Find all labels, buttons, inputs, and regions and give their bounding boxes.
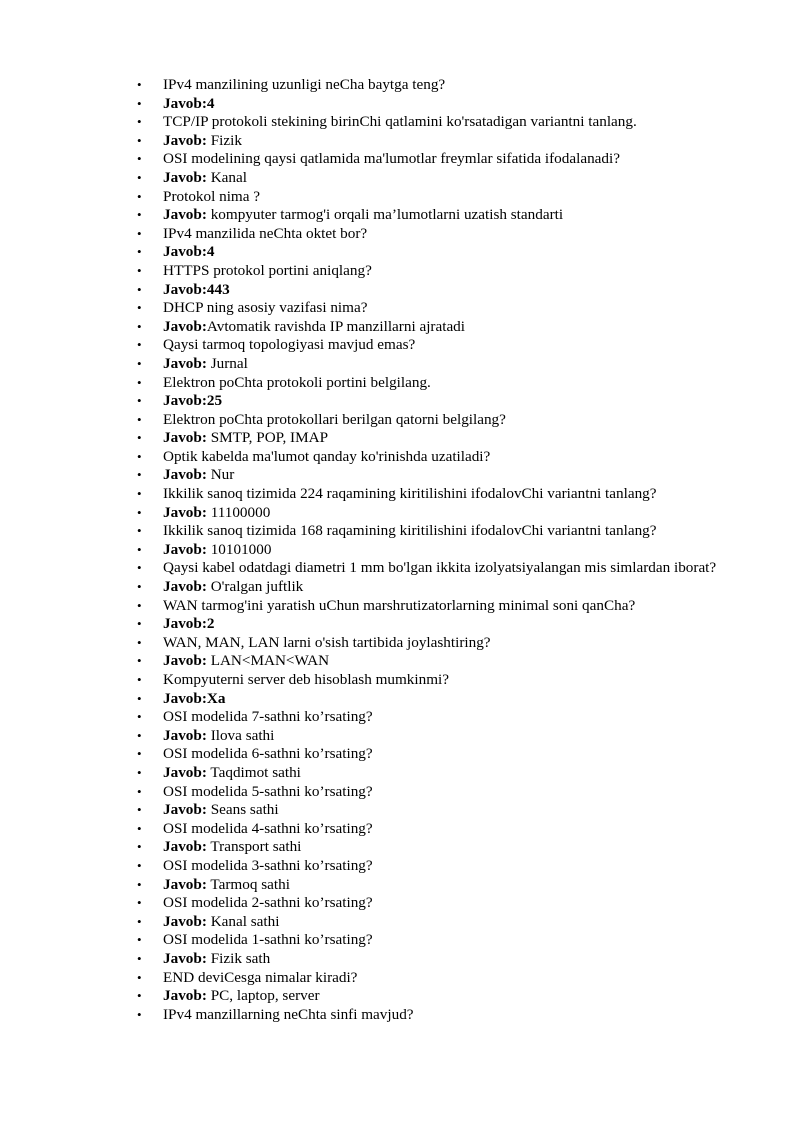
bullet-icon: • bbox=[137, 244, 142, 260]
bullet-icon: • bbox=[137, 895, 142, 911]
question-text: Elektron poChta protokoli portini belgilang. bbox=[163, 373, 431, 391]
question-item bbox=[137, 597, 717, 616]
answer-label: Javob: bbox=[163, 875, 207, 893]
answer-item bbox=[137, 764, 717, 783]
question-item bbox=[137, 1006, 717, 1025]
answer-item bbox=[137, 132, 717, 151]
bullet-icon: • bbox=[137, 913, 142, 929]
answer-item bbox=[137, 392, 717, 411]
answer-item bbox=[137, 206, 717, 225]
answer-text: Transport sathi bbox=[206, 838, 302, 856]
answer-text: 10101000 bbox=[206, 540, 272, 558]
question-text: Qaysi kabel odatdagi diametri 1 mm bo'lgan ikkita izolyatsiyalangan mis simlardan iborat? bbox=[163, 559, 717, 577]
question-item bbox=[137, 708, 717, 727]
answer-text: Tarmoq sathi bbox=[206, 875, 290, 893]
answer-label: Javob:4 bbox=[163, 94, 215, 112]
answer-label: Javob:443 bbox=[163, 280, 230, 298]
question-text: OSI modelida 1-sathni ko’rsating? bbox=[163, 931, 373, 949]
bullet-icon: • bbox=[137, 355, 142, 371]
answer-item bbox=[137, 578, 717, 597]
answer-text: Fizik sath bbox=[206, 949, 271, 967]
answer-item bbox=[137, 169, 717, 188]
question-text: Protokol nima ? bbox=[163, 187, 261, 205]
bullet-icon: • bbox=[137, 448, 142, 464]
bullet-icon: • bbox=[137, 318, 142, 334]
bullet-icon: • bbox=[137, 151, 142, 167]
bullet-icon: • bbox=[137, 300, 142, 316]
bullet-icon: • bbox=[137, 77, 142, 92]
answer-label: Javob: bbox=[163, 763, 207, 781]
bullet-icon: • bbox=[137, 504, 142, 520]
answer-label: Javob: bbox=[163, 801, 207, 819]
bullet-icon: • bbox=[137, 597, 142, 613]
bullet-icon: • bbox=[137, 672, 142, 687]
question-text: OSI modelida 6-sathni ko’rsating? bbox=[163, 745, 373, 763]
question-text: WAN, MAN, LAN larni o'sish tartibida joylashtiring? bbox=[163, 633, 491, 651]
question-item bbox=[137, 894, 717, 913]
answer-item bbox=[137, 504, 717, 523]
question-item bbox=[137, 374, 717, 393]
question-item bbox=[137, 559, 717, 578]
answer-item bbox=[137, 429, 717, 448]
question-item bbox=[137, 857, 717, 876]
answer-label: Javob:Xa bbox=[163, 689, 226, 707]
bullet-icon: • bbox=[137, 541, 142, 557]
answer-item bbox=[137, 615, 717, 634]
answer-text: Ilova sathi bbox=[206, 726, 275, 744]
question-answer-list bbox=[137, 76, 717, 1024]
bullet-icon: • bbox=[137, 690, 142, 706]
question-text: HTTPS protokol portini aniqlang? bbox=[163, 261, 372, 279]
question-item bbox=[137, 113, 717, 132]
answer-item bbox=[137, 876, 717, 895]
answer-label: Javob: bbox=[163, 466, 207, 484]
bullet-icon: • bbox=[137, 969, 142, 985]
bullet-icon: • bbox=[137, 1006, 142, 1022]
bullet-icon: • bbox=[137, 225, 142, 241]
answer-label: Javob:4 bbox=[163, 243, 215, 261]
question-text: IPv4 manzillarning neChta sinfi mavjud? bbox=[163, 1005, 414, 1023]
bullet-icon: • bbox=[137, 764, 142, 780]
question-text: OSI modelining qaysi qatlamida ma'lumotlar freymlar sifatida ifodalanadi? bbox=[163, 150, 620, 168]
answer-item bbox=[137, 466, 717, 485]
bullet-icon: • bbox=[137, 486, 142, 502]
answer-label: Javob: bbox=[163, 168, 207, 186]
bullet-icon: • bbox=[137, 560, 142, 576]
question-item bbox=[137, 969, 717, 988]
question-text: IPv4 manzilida neChta oktet bor? bbox=[163, 224, 368, 242]
bullet-icon: • bbox=[137, 857, 142, 873]
answer-item bbox=[137, 355, 717, 374]
answer-label: Javob: bbox=[163, 503, 207, 521]
question-item bbox=[137, 188, 717, 207]
question-item bbox=[137, 783, 717, 802]
bullet-icon: • bbox=[137, 783, 142, 799]
answer-label: Javob: bbox=[163, 317, 207, 335]
answer-label: Javob:25 bbox=[163, 392, 223, 410]
bullet-icon: • bbox=[137, 467, 142, 483]
answer-text: Nur bbox=[206, 466, 235, 484]
question-text: DHCP ning asosiy vazifasi nima? bbox=[163, 299, 368, 317]
answer-label: Javob: bbox=[163, 354, 207, 372]
question-text: END deviCesga nimalar kiradi? bbox=[163, 968, 358, 986]
question-text: Ikkilik sanoq tizimida 224 raqamining kiritilishini ifodalovChi variantni tanlang? bbox=[163, 485, 657, 503]
question-text: OSI modelida 2-sathni ko’rsating? bbox=[163, 894, 373, 912]
bullet-icon: • bbox=[137, 932, 142, 948]
question-item bbox=[137, 150, 717, 169]
bullet-icon: • bbox=[137, 579, 142, 595]
answer-item bbox=[137, 801, 717, 820]
answer-item bbox=[137, 950, 717, 969]
question-text: Ikkilik sanoq tizimida 168 raqamining kiritilishini ifodalovChi variantni tanlang? bbox=[163, 522, 657, 540]
answer-label: Javob: bbox=[163, 578, 207, 596]
bullet-icon: • bbox=[137, 207, 142, 223]
bullet-icon: • bbox=[137, 430, 142, 446]
answer-label: Javob: bbox=[163, 540, 207, 558]
question-text: IPv4 manzilining uzunligi neCha baytga teng? bbox=[163, 76, 446, 93]
question-text: OSI modelida 4-sathni ko’rsating? bbox=[163, 819, 373, 837]
answer-item bbox=[137, 913, 717, 932]
bullet-icon: • bbox=[137, 802, 142, 818]
bullet-icon: • bbox=[137, 393, 142, 409]
answer-text: 11100000 bbox=[206, 503, 271, 521]
bullet-icon: • bbox=[137, 950, 142, 966]
question-item bbox=[137, 448, 717, 467]
question-text: Optik kabelda ma'lumot qanday ko'rinishda uzatiladi? bbox=[163, 447, 491, 465]
bullet-icon: • bbox=[137, 132, 142, 148]
answer-label: Javob: bbox=[163, 987, 207, 1005]
question-item bbox=[137, 262, 717, 281]
answer-label: Javob: bbox=[163, 912, 207, 930]
bullet-icon: • bbox=[137, 988, 142, 1004]
bullet-icon: • bbox=[137, 95, 142, 111]
answer-text: O'ralgan juftlik bbox=[206, 578, 304, 596]
answer-item bbox=[137, 652, 717, 671]
question-item bbox=[137, 931, 717, 950]
bullet-icon: • bbox=[137, 411, 142, 427]
answer-item bbox=[137, 838, 717, 857]
answer-text: Avtomatik ravishda IP manzillarni ajratadi bbox=[206, 317, 465, 335]
bullet-icon: • bbox=[137, 374, 142, 390]
question-text: OSI modelida 3-sathni ko’rsating? bbox=[163, 856, 373, 874]
question-text: Elektron poChta protokollari berilgan qatorni belgilang? bbox=[163, 410, 506, 428]
bullet-icon: • bbox=[137, 820, 142, 836]
question-text: Qaysi tarmoq topologiyasi mavjud emas? bbox=[163, 336, 416, 354]
answer-text: LAN<MAN<WAN bbox=[206, 652, 330, 670]
answer-item bbox=[137, 987, 717, 1006]
question-item bbox=[137, 820, 717, 839]
answer-item bbox=[137, 318, 717, 337]
answer-item bbox=[137, 541, 717, 560]
question-item bbox=[137, 225, 717, 244]
answer-text: Kanal bbox=[206, 168, 247, 186]
question-item bbox=[137, 76, 717, 95]
answer-text: Jurnal bbox=[206, 354, 248, 372]
answer-item bbox=[137, 727, 717, 746]
bullet-icon: • bbox=[137, 616, 142, 632]
question-item bbox=[137, 745, 717, 764]
answer-label: Javob: bbox=[163, 838, 207, 856]
question-item bbox=[137, 522, 717, 541]
answer-text: SMTP, POP, IMAP bbox=[206, 429, 329, 447]
answer-label: Javob:2 bbox=[163, 615, 215, 633]
question-item bbox=[137, 299, 717, 318]
bullet-icon: • bbox=[137, 337, 142, 353]
bullet-icon: • bbox=[137, 114, 142, 130]
question-text: Kompyuterni server deb hisoblash mumkinmi? bbox=[163, 671, 449, 688]
bullet-icon: • bbox=[137, 188, 142, 204]
answer-text: Kanal sathi bbox=[206, 912, 280, 930]
answer-label: Javob: bbox=[163, 949, 207, 967]
question-item bbox=[137, 336, 717, 355]
question-text: WAN tarmog'ini yaratish uChun marshrutizatorlarning minimal soni qanCha? bbox=[163, 596, 636, 614]
answer-label: Javob: bbox=[163, 206, 207, 224]
bullet-icon: • bbox=[137, 746, 142, 762]
question-item bbox=[137, 485, 717, 504]
answer-label: Javob: bbox=[163, 652, 207, 670]
answer-text: Seans sathi bbox=[206, 801, 279, 819]
question-item bbox=[137, 634, 717, 653]
bullet-icon: • bbox=[137, 634, 142, 650]
question-text: OSI modelida 5-sathni ko’rsating? bbox=[163, 782, 373, 800]
question-text: OSI modelida 7-sathni ko’rsating? bbox=[163, 708, 373, 726]
answer-label: Javob: bbox=[163, 726, 207, 744]
bullet-icon: • bbox=[137, 169, 142, 185]
answer-text: kompyuter tarmog'i orqali ma’lumotlarni uzatish standarti bbox=[206, 206, 564, 224]
bullet-icon: • bbox=[137, 876, 142, 892]
answer-label: Javob: bbox=[163, 131, 207, 149]
bullet-icon: • bbox=[137, 709, 142, 725]
bullet-icon: • bbox=[137, 523, 142, 539]
answer-item bbox=[137, 690, 717, 709]
question-item bbox=[137, 671, 717, 690]
answer-item bbox=[137, 95, 717, 114]
bullet-icon: • bbox=[137, 281, 142, 297]
answer-text: Taqdimot sathi bbox=[206, 763, 301, 781]
bullet-icon: • bbox=[137, 839, 142, 855]
bullet-icon: • bbox=[137, 653, 142, 669]
answer-item bbox=[137, 243, 717, 262]
answer-text: PC, laptop, server bbox=[206, 987, 320, 1005]
answer-label: Javob: bbox=[163, 429, 207, 447]
bullet-icon: • bbox=[137, 727, 142, 743]
answer-item bbox=[137, 281, 717, 300]
question-item bbox=[137, 411, 717, 430]
answer-text: Fizik bbox=[206, 131, 242, 149]
bullet-icon: • bbox=[137, 262, 142, 278]
question-text: TCP/IP protokoli stekining birinChi qatlamini ko'rsatadigan variantni tanlang. bbox=[163, 113, 637, 131]
